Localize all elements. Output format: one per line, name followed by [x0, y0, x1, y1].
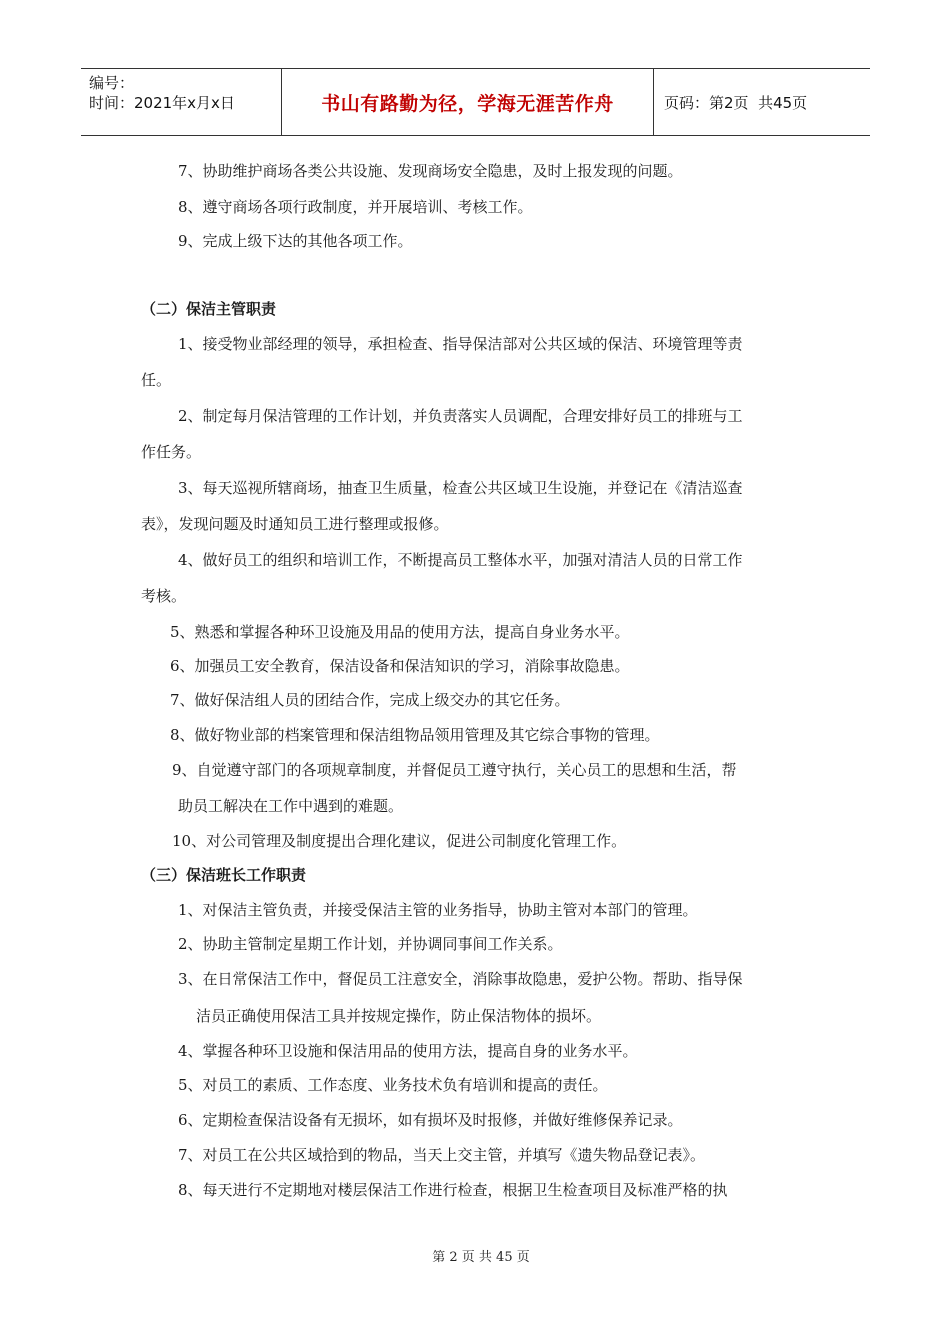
list-item: 2、制定每月保洁管理的工作计划，并负责落实人员调配，合理安排好员工的排班与工	[178, 407, 743, 425]
list-item: 8、做好物业部的档案管理和保洁组物品领用管理及其它综合事物的管理。	[170, 726, 660, 744]
list-item: 7、做好保洁组人员的团结合作，完成上级交办的其它任务。	[170, 691, 570, 709]
list-item: 5、对员工的素质、工作态度、业务技术负有培训和提高的责任。	[178, 1076, 608, 1094]
header-motto: 书山有路勤为径，学海无涯苦作舟	[282, 69, 654, 135]
list-item: 7、对员工在公共区域拾到的物品，当天上交主管，并填写《遗失物品登记表》。	[178, 1146, 706, 1164]
list-item: 6、加强员工安全教育，保洁设备和保洁知识的学习，消除事故隐患。	[170, 657, 630, 675]
list-item: 1、对保洁主管负责，并接受保洁主管的业务指导，协助主管对本部门的管理。	[178, 901, 698, 919]
list-item: 9、自觉遵守部门的各项规章制度，并督促员工遵守执行，关心员工的思想和生活，帮	[172, 761, 737, 779]
list-item: 3、每天巡视所辖商场，抽查卫生质量，检查公共区域卫生设施，并登记在《清洁巡查	[178, 479, 743, 497]
document-date-label: 时间：2021年x月x日	[89, 94, 235, 112]
list-item-continuation: 表》，发现问题及时通知员工进行整理或报修。	[141, 515, 449, 533]
header-meta	[81, 69, 282, 135]
list-item: 4、掌握各种环卫设施和保洁用品的使用方法，提高自身的业务水平。	[178, 1042, 638, 1060]
document-number-label: 编号：	[89, 74, 135, 92]
list-item: 2、协助主管制定星期工作计划，并协调同事间工作关系。	[178, 935, 563, 953]
list-item-continuation: 考核。	[141, 587, 187, 605]
list-item: 5、熟悉和掌握各种环卫设施及用品的使用方法，提高自身业务水平。	[170, 623, 630, 641]
header-page-info	[654, 69, 870, 135]
list-item-continuation: 作任务。	[141, 443, 202, 461]
page-footer: 第 2 页 共 45 页	[432, 1250, 530, 1265]
section-title: （二）保洁主管职责	[141, 300, 277, 318]
list-item: 3、在日常保洁工作中，督促员工注意安全，消除事故隐患，爱护公物。帮助、指导保	[178, 970, 743, 988]
list-item: 8、遵守商场各项行政制度，并开展培训、考核工作。	[178, 198, 533, 216]
list-item-continuation: 洁员正确使用保洁工具并按规定操作，防止保洁物体的损坏。	[196, 1007, 602, 1025]
list-item: 1、接受物业部经理的领导，承担检查、指导保洁部对公共区域的保洁、环境管理等责	[178, 335, 743, 353]
document-header	[81, 68, 870, 136]
list-item: 9、完成上级下达的其他各项工作。	[178, 232, 413, 250]
header-page-label: 页码：第2页 共45页	[664, 93, 808, 112]
list-item: 4、做好员工的组织和培训工作，不断提高员工整体水平，加强对清洁人员的日常工作	[178, 551, 743, 569]
list-item: 6、定期检查保洁设备有无损坏，如有损坏及时报修，并做好维修保养记录。	[178, 1111, 683, 1129]
list-item-continuation: 助员工解决在工作中遇到的难题。	[178, 797, 404, 815]
section-title: （三）保洁班长工作职责	[141, 866, 307, 884]
list-item: 8、每天进行不定期地对楼层保洁工作进行检查，根据卫生检查项目及标准严格的执	[178, 1181, 728, 1199]
list-item: 10、对公司管理及制度提出合理化建议，促进公司制度化管理工作。	[172, 832, 627, 850]
list-item: 7、协助维护商场各类公共设施、发现商场安全隐患，及时上报发现的问题。	[178, 162, 683, 180]
list-item-continuation: 任。	[141, 371, 172, 389]
